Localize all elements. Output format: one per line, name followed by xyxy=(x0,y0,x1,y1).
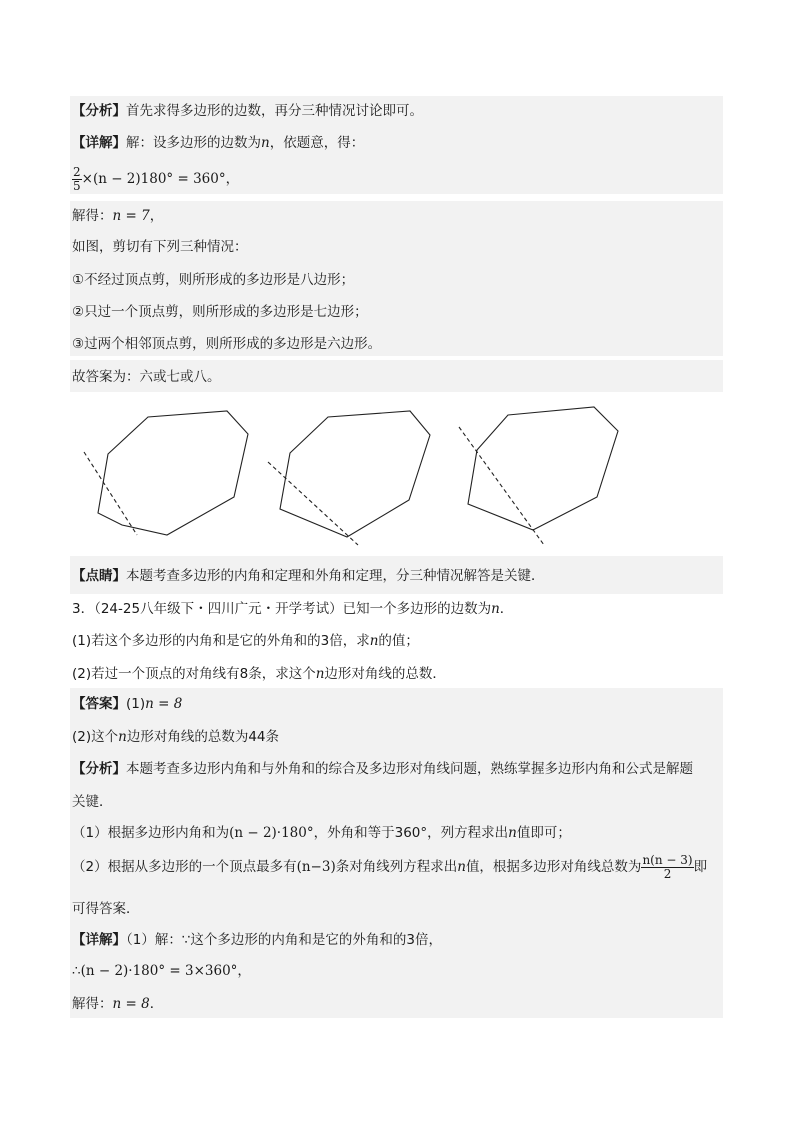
figure-intro-line: 如图，剪切有下列三种情况： xyxy=(72,239,248,255)
method-2-text: （2）根据从多边形的一个顶点最多有 xyxy=(72,859,297,875)
detail-line xyxy=(72,133,364,153)
method-2-cont: 可得答案． xyxy=(72,901,140,917)
method-2-tail: 即 xyxy=(693,859,708,875)
part-2-tail: 边形对角线的总数． xyxy=(324,666,446,682)
solve-text: 解得： xyxy=(72,208,113,224)
detail-2-text: （1）解：∵这个多边形的内角和是它的外角和的3倍， xyxy=(126,932,443,948)
method-2-expr: (n−3) xyxy=(296,859,336,875)
method-1-mid: ，外角和等于360°，列方程求出 xyxy=(313,825,509,841)
part-1-tail: 的值； xyxy=(378,633,419,649)
detail-2-line xyxy=(72,930,442,950)
solve-2-expr: n = 8 xyxy=(112,996,150,1012)
case-2-line: ②只过一个顶点剪，则所形成的多边形是七边形； xyxy=(72,304,368,320)
answer-line xyxy=(72,694,182,714)
analysis-2-text: 本题考查多边形内角和与外角和的综合及多边形对角线问题，熟练掌握多边形内角和公式是解题 xyxy=(126,761,693,777)
equation-2-line xyxy=(72,961,251,981)
detail-text: 解：设多边形的边数为 xyxy=(126,135,261,151)
equation-2-expr: ∴(n − 2)·180° = 3×360° xyxy=(72,963,238,979)
analysis-2-cont: 关键． xyxy=(72,794,113,810)
answer-summary-line: 故答案为：六或七或八。 xyxy=(72,369,221,385)
diagonal-formula-fraction: $\frac{n(n - 3)}{2}$ xyxy=(642,852,693,881)
octagon-polygon xyxy=(98,411,248,535)
solve-2-tail: ． xyxy=(149,996,164,1012)
dashed-cut-line xyxy=(84,452,137,535)
equation-line xyxy=(72,164,239,194)
question-3-line xyxy=(72,599,513,619)
comment-line xyxy=(72,566,545,586)
answer-expr: n = 8 xyxy=(145,696,183,712)
answer-part-label: (1) xyxy=(126,696,146,712)
variable-n: n xyxy=(491,601,500,617)
answer-part-2-line xyxy=(72,727,279,747)
equation-2-tail: ， xyxy=(237,963,251,979)
part-2-text: (2)若过一个顶点的对角线有8条，求这个 xyxy=(72,666,316,682)
analysis-2-tag: 【分析】 xyxy=(72,761,126,777)
question-3-part-1 xyxy=(72,631,419,651)
heptagon-polygon xyxy=(280,411,430,537)
answer-2-tail: 边形对角线的总数为44条 xyxy=(126,729,280,745)
detail-2-tag: 【详解】 xyxy=(72,932,126,948)
part-1-text: (1)若这个多边形的内角和是它的外角和的3倍，求 xyxy=(72,633,370,649)
method-2-mid: 条对角线列方程求出 xyxy=(335,859,458,875)
variable-n: n xyxy=(315,666,325,682)
solve-line xyxy=(72,206,163,226)
solve-2-text: 解得： xyxy=(72,996,113,1012)
analysis-line xyxy=(72,101,423,121)
method-2-mid2: 值，根据多边形对角线总数为 xyxy=(465,859,642,875)
analysis-text: 首先求得多边形的边数，再分三种情况讨论即可。 xyxy=(126,103,423,119)
dashed-cut-line xyxy=(459,427,544,545)
solve-expr: n = 7 xyxy=(112,208,150,224)
case-3-line: ③过两个相邻顶点剪，则所形成的多边形是六边形。 xyxy=(72,336,382,352)
hexagon-polygon xyxy=(468,407,618,530)
method-2-line xyxy=(72,852,707,882)
equation-tail: ， xyxy=(225,171,240,187)
answer-tag: 【答案】 xyxy=(72,696,126,712)
answer-2-text: (2)这个 xyxy=(72,729,119,745)
method-1-line xyxy=(72,823,571,843)
variable-n: n xyxy=(369,633,379,649)
analysis-tag: 【分析】 xyxy=(72,103,126,119)
question-3-text: 3．（24-25八年级下・四川广元・开学考试）已知一个多边形的边数为 xyxy=(72,601,492,617)
question-3-tail: ． xyxy=(499,601,514,617)
solve-tail: ， xyxy=(149,208,164,224)
case-1-line: ①不经过顶点剪，则所形成的多边形是八边形； xyxy=(72,272,355,288)
fraction-two-fifths: $\frac{2}{5}$ xyxy=(73,164,81,193)
detail-tail: ，依题意，得： xyxy=(269,135,365,151)
solve-2-line xyxy=(72,994,163,1014)
comment-tag: 【点睛】 xyxy=(72,568,126,584)
analysis-2-line xyxy=(72,759,693,779)
variable-n: n xyxy=(508,825,517,841)
comment-text: 本题考查多边形的内角和定理和外角和定理，分三种情况解答是关键． xyxy=(126,568,545,584)
equation-expr: ×(n − 2)180° = 360° xyxy=(81,171,226,187)
question-3-part-2 xyxy=(72,664,446,684)
variable-n: n xyxy=(261,135,270,151)
polygon-cut-figure xyxy=(72,397,626,552)
method-1-text: （1）根据多边形内角和为 xyxy=(72,825,230,841)
method-1-expr: (n − 2)·180° xyxy=(229,825,314,841)
variable-n: n xyxy=(457,859,466,875)
detail-tag: 【详解】 xyxy=(72,135,126,151)
method-1-tail: 值即可； xyxy=(516,825,571,841)
variable-n: n xyxy=(118,729,127,745)
